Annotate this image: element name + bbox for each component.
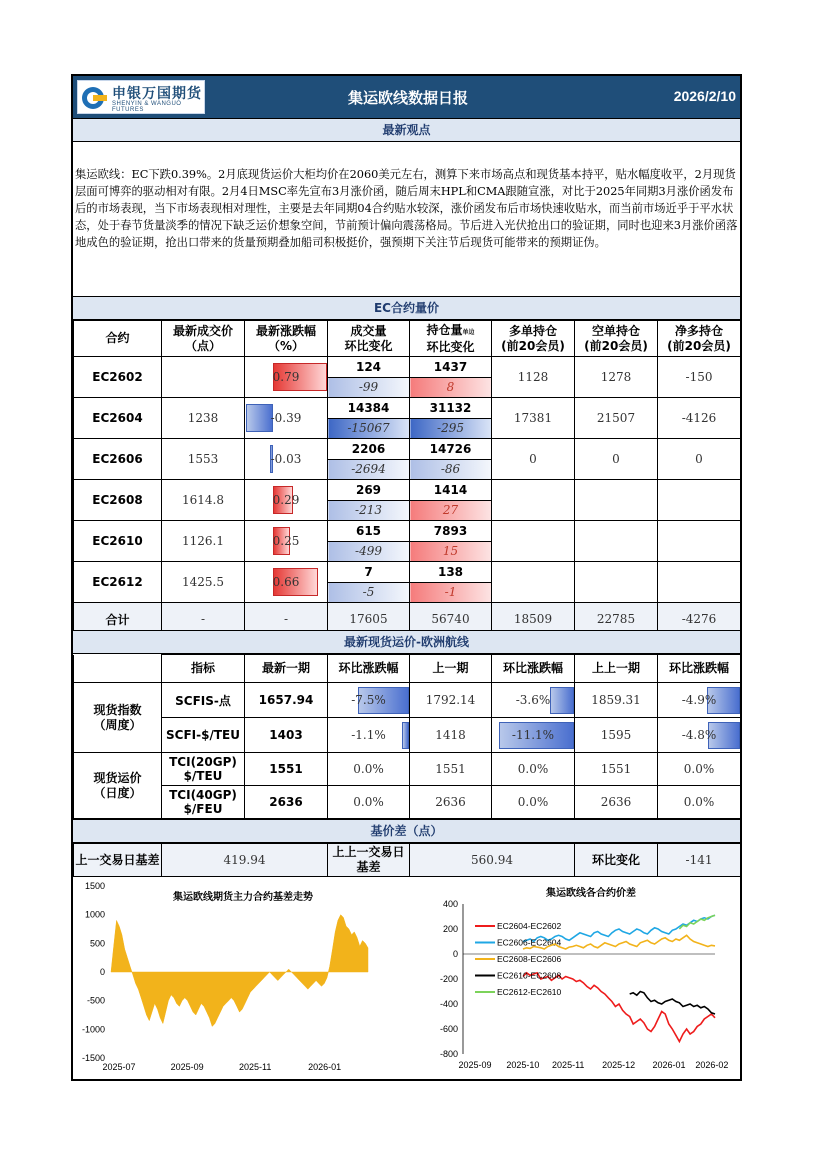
- spot-chg-value: 0.0%: [517, 761, 549, 776]
- ec-contract-cell: EC2608: [74, 480, 162, 521]
- ec-total-oi: 56740: [410, 603, 492, 636]
- spot-row: [74, 786, 741, 819]
- spot-header-chg: 环比涨跌幅: [328, 655, 410, 683]
- ec-vol-chg-cell: -5: [328, 582, 410, 603]
- y-tick-label: -200: [439, 974, 458, 984]
- ec-vol-cell: 124: [328, 357, 410, 378]
- x-tick-label: 2025-09: [170, 1062, 204, 1072]
- viewpoint-section-title: 最新观点: [73, 118, 740, 142]
- ec-price-cell: 1126.1: [162, 521, 245, 562]
- ec-net-cell: [658, 521, 741, 562]
- spot-chg-value: -4.9%: [681, 692, 717, 707]
- spot-chg-value: 0.0%: [353, 761, 384, 776]
- spot-prev2-cell: 1551: [575, 753, 658, 786]
- ec-price-cell: 1614.8: [162, 480, 245, 521]
- ec-vol-chg-cell: -499: [328, 541, 410, 562]
- ec-contract-table: [73, 320, 741, 636]
- ec-header-oi: 持仓量单边 环比变化: [410, 321, 492, 357]
- basis-trend-chart: [73, 878, 413, 1079]
- ec-vol-chg-cell: -213: [328, 500, 410, 521]
- ec-price-cell: 1425.5: [162, 562, 245, 603]
- ec-header-vol: 成交量 环比变化: [328, 321, 410, 357]
- ec-vol-chg-cell: -99: [328, 377, 410, 398]
- spot-indicator-cell: SCFI-$/TEU: [162, 718, 245, 753]
- ec-chg-cell: [245, 398, 328, 439]
- ec-oi-cell: 138: [410, 562, 492, 583]
- ec-row: [74, 480, 741, 501]
- ec-total-price: -: [162, 603, 245, 636]
- ec-row: [74, 562, 741, 583]
- spot-header-chg2: 环比涨跌幅: [492, 655, 575, 683]
- spread-chart: [423, 878, 739, 1079]
- spot-chg-value: -1.1%: [351, 727, 386, 742]
- ec-oi-cell: 14726: [410, 439, 492, 460]
- ec-oi-cell: 1414: [410, 480, 492, 501]
- y-tick-label: 1500: [84, 881, 105, 891]
- spot-chg-cell: [328, 753, 410, 786]
- ec-vol-cell: 2206: [328, 439, 410, 460]
- ec-chg-bar: [246, 404, 273, 432]
- x-tick-label: 2025-10: [506, 1060, 540, 1070]
- ec-row: [74, 357, 741, 378]
- spot-header-chg3: 环比涨跌幅: [658, 655, 741, 683]
- spot-indicator-cell: TCI(20GP) $/TEU: [162, 753, 245, 786]
- ec-chg-cell: [245, 439, 328, 480]
- report-title: 集运欧线数据日报: [347, 89, 468, 107]
- logo-en-text: SHENYIN & WANGUO FUTURES: [112, 101, 182, 113]
- ec-oi-cell: 1437: [410, 357, 492, 378]
- ec-header-price: 最新成交价 （点）: [162, 321, 245, 357]
- ec-contract-cell: EC2610: [74, 521, 162, 562]
- spot-chg-bar: [550, 687, 574, 714]
- logo-mark-icon: [81, 86, 109, 110]
- ec-net-cell: -150: [658, 357, 741, 398]
- spot-chg-cell: [328, 718, 410, 753]
- y-tick-label: -1000: [81, 1024, 105, 1035]
- ec-price-cell: [162, 357, 245, 398]
- spot-chg-value: -11.1%: [511, 727, 555, 742]
- spot-row: [74, 753, 741, 786]
- series-line: [630, 992, 715, 1015]
- spot-indicator-cell: SCFIS-点: [162, 683, 245, 718]
- basis-prev2-label: 上上一交易日基差: [328, 844, 410, 877]
- ec-contract-cell: EC2606: [74, 439, 162, 480]
- spot-group-weekly: 现货指数 （周度）: [74, 683, 162, 753]
- y-tick-label: 500: [89, 938, 105, 949]
- spot-prev2-cell: 2636: [575, 786, 658, 819]
- spot-chg-value: -7.5%: [351, 692, 386, 707]
- series-line: [523, 973, 715, 1042]
- ec-chg-value: 0.79: [272, 370, 300, 384]
- series-line: [679, 915, 715, 929]
- ec-long-cell: 1128: [492, 357, 575, 398]
- spot-chg-bar: [402, 722, 409, 749]
- basis-prev2-value: 560.94: [410, 844, 575, 877]
- ec-net-cell: -4126: [658, 398, 741, 439]
- ec-price-cell: 1553: [162, 439, 245, 480]
- ec-total-short: 22785: [575, 603, 658, 636]
- spot-chg3-cell: [658, 753, 741, 786]
- y-tick-label: 0: [99, 967, 105, 977]
- spot-prev-cell: 1551: [410, 753, 492, 786]
- ec-vol-cell: 14384: [328, 398, 410, 419]
- spot-chg-value: -3.6%: [515, 692, 551, 707]
- spot-row: [74, 718, 741, 753]
- report-date: 2026/2/10: [673, 88, 736, 104]
- y-tick-label: -600: [439, 1024, 458, 1034]
- ec-vol-cell: 615: [328, 521, 410, 542]
- ec-contract-cell: EC2602: [74, 357, 162, 398]
- ec-oi-chg-cell: 27: [410, 500, 492, 521]
- legend-label: EC2608-EC2606: [497, 954, 562, 964]
- spot-header-indicator: 指标: [162, 655, 245, 683]
- spot-chg-value: -4.8%: [681, 727, 717, 742]
- spot-prev-cell: 2636: [410, 786, 492, 819]
- ec-chg-cell: [245, 357, 328, 398]
- legend-label: EC2604-EC2602: [497, 921, 562, 931]
- y-tick-label: 400: [442, 899, 458, 909]
- ec-net-cell: [658, 480, 741, 521]
- ec-oi-chg-cell: -295: [410, 418, 492, 439]
- spot-section-title: 最新现货运价-欧洲航线: [73, 630, 740, 654]
- ec-chg-value: -0.03: [270, 452, 302, 466]
- x-tick-label: 2025-11: [552, 1060, 585, 1070]
- basis-table: [73, 843, 741, 877]
- x-tick-label: 2025-11: [239, 1062, 272, 1072]
- ec-chg-cell: [245, 562, 328, 603]
- ec-net-cell: [658, 562, 741, 603]
- spot-chg2-cell: [492, 786, 575, 819]
- basis-prev-value: 419.94: [162, 844, 328, 877]
- ec-total-net: -4276: [658, 603, 741, 636]
- x-tick-label: 2026-01: [652, 1060, 686, 1070]
- spot-prev2-cell: 1859.31: [575, 683, 658, 718]
- y-tick-label: -400: [439, 999, 458, 1009]
- y-tick-label: -1500: [81, 1053, 105, 1063]
- ec-header-long: 多单持仓 (前20会员): [492, 321, 575, 357]
- ec-short-cell: 21507: [575, 398, 658, 439]
- ec-oi-cell: 31132: [410, 398, 492, 419]
- spot-chg2-cell: [492, 683, 575, 718]
- spot-row: [74, 683, 741, 718]
- basis-area: [111, 915, 368, 1027]
- chart-title: 集运欧线各合约价差: [546, 888, 636, 899]
- spot-chg2-cell: [492, 753, 575, 786]
- y-tick-label: -500: [86, 995, 105, 1006]
- company-logo: [77, 80, 205, 114]
- ec-oi-chg-cell: 8: [410, 377, 492, 398]
- legend-label: EC2606-EC2604: [497, 937, 562, 948]
- spot-chg3-cell: [658, 683, 741, 718]
- ec-chg-value: 0.66: [272, 575, 300, 589]
- spot-latest-cell: 1403: [245, 718, 328, 753]
- ec-oi-cell: 7893: [410, 521, 492, 542]
- ec-header-contract: 合约: [74, 321, 162, 357]
- ec-long-cell: [492, 480, 575, 521]
- spot-indicator-cell: TCI(40GP) $/FEU: [162, 786, 245, 819]
- spot-chg-cell: [328, 786, 410, 819]
- ec-short-cell: [575, 562, 658, 603]
- spot-header-blank: [74, 655, 162, 683]
- ec-chg-cell: [245, 521, 328, 562]
- spot-chg3-cell: [658, 786, 741, 819]
- x-tick-label: 2025-09: [458, 1060, 492, 1070]
- spot-group-daily: 现货运价 （日度）: [74, 753, 162, 819]
- spot-latest-cell: 2636: [245, 786, 328, 819]
- spot-header-latest: 最新一期: [245, 655, 328, 683]
- x-tick-label: 2025-12: [602, 1060, 636, 1070]
- ec-vol-chg-cell: -15067: [328, 418, 410, 439]
- ec-short-cell: [575, 480, 658, 521]
- spot-latest-cell: 1657.94: [245, 683, 328, 718]
- spot-prev2-cell: 1595: [575, 718, 658, 753]
- ec-contract-cell: EC2612: [74, 562, 162, 603]
- ec-oi-chg-cell: -1: [410, 582, 492, 603]
- viewpoint-text: 集运欧线：EC下跌0.39%。2月底现货运价大柜均价在2060美元左右，测算下来市场高点和现货基本持平，贴水幅度收平，2月现货层面可博弈的驱动相对有限。2月4日MSC率先宣布3月涨价函，随后周末HPL和CMA跟随宣涨，对比于2025年同期3月涨价函发布后的市场表现，当下市场表现相对理性，主要是去年同期04合约贴水较深，涨价函发布后市场快速收贴水，而当前市场近乎于平水状态，处于春节货量淡季的情况下缺乏运价想象空间，节前预计偏向震荡格局。节后进入光伏抢出口的验证期，同时也迎来3月涨价函落地成色的验证期，抢出口带来的货量预期叠加船司积极挺价，强预期下关注节后现货可能带来的预期证伪。: [75, 168, 738, 249]
- ec-total-vol: 17605: [328, 603, 410, 636]
- y-tick-label: -800: [439, 1049, 458, 1059]
- ec-total-long: 18509: [492, 603, 575, 636]
- ec-price-cell: 1238: [162, 398, 245, 439]
- spot-chg2-cell: [492, 718, 575, 753]
- basis-chg-value: -141: [658, 844, 741, 877]
- basis-section-title: 基价差（点）: [73, 819, 740, 843]
- ec-chg-cell: [245, 480, 328, 521]
- ec-short-cell: 0: [575, 439, 658, 480]
- x-tick-label: 2025-07: [102, 1062, 136, 1072]
- ec-header-chg: 最新涨跌幅 （%）: [245, 321, 328, 357]
- legend-label: EC2612-EC2610: [497, 987, 562, 997]
- report-sheet: [71, 74, 742, 1081]
- ec-long-cell: 17381: [492, 398, 575, 439]
- ec-row: [74, 439, 741, 460]
- y-tick-label: 0: [452, 949, 458, 959]
- spot-header-prev2: 上上一期: [575, 655, 658, 683]
- ec-net-cell: 0: [658, 439, 741, 480]
- spot-freight-table: [73, 654, 741, 819]
- ec-short-cell: [575, 521, 658, 562]
- ec-total-chg: -: [245, 603, 328, 636]
- ec-contract-cell: EC2604: [74, 398, 162, 439]
- spot-prev-cell: 1418: [410, 718, 492, 753]
- ec-row: [74, 521, 741, 542]
- spot-chg-value: 0.0%: [683, 794, 715, 809]
- basis-prev-label: 上一交易日基差: [74, 844, 162, 877]
- ec-vol-chg-cell: -2694: [328, 459, 410, 480]
- ec-long-cell: 0: [492, 439, 575, 480]
- ec-short-cell: 1278: [575, 357, 658, 398]
- spot-header-prev: 上一期: [410, 655, 492, 683]
- legend-label: EC2610-EC2608: [497, 970, 562, 981]
- ec-row: [74, 398, 741, 419]
- spot-latest-cell: 1551: [245, 753, 328, 786]
- ec-chg-value: 0.25: [272, 534, 300, 548]
- ec-long-cell: [492, 562, 575, 603]
- ec-vol-cell: 7: [328, 562, 410, 583]
- report-header: [73, 76, 740, 118]
- spot-chg-value: 0.0%: [683, 761, 715, 776]
- ec-header-net: 净多持仓 (前20会员): [658, 321, 741, 357]
- spot-chg-value: 0.0%: [353, 794, 384, 809]
- x-tick-label: 2026-01: [308, 1062, 342, 1072]
- logo-cn-text: 申银万国期货: [112, 86, 202, 102]
- ec-section-title: EC合约量价: [73, 296, 740, 320]
- chart-title: 集运欧线期货主力合约基差走势: [173, 892, 313, 903]
- y-tick-label: 200: [442, 924, 458, 934]
- ec-header-short: 空单持仓 (前20会员): [575, 321, 658, 357]
- ec-vol-cell: 269: [328, 480, 410, 501]
- spot-chg-cell: [328, 683, 410, 718]
- ec-chg-value: -0.39: [270, 411, 302, 425]
- spot-prev-cell: 1792.14: [410, 683, 492, 718]
- x-tick-label: 2026-02: [695, 1060, 729, 1070]
- ec-oi-chg-cell: -86: [410, 459, 492, 480]
- spot-chg3-cell: [658, 718, 741, 753]
- ec-oi-chg-cell: 15: [410, 541, 492, 562]
- ec-long-cell: [492, 521, 575, 562]
- spot-chg-value: 0.0%: [517, 794, 549, 809]
- basis-chg-label: 环比变化: [575, 844, 658, 877]
- ec-total-label: 合计: [74, 603, 162, 636]
- y-tick-label: 1000: [84, 909, 105, 920]
- ec-chg-value: 0.29: [272, 493, 300, 507]
